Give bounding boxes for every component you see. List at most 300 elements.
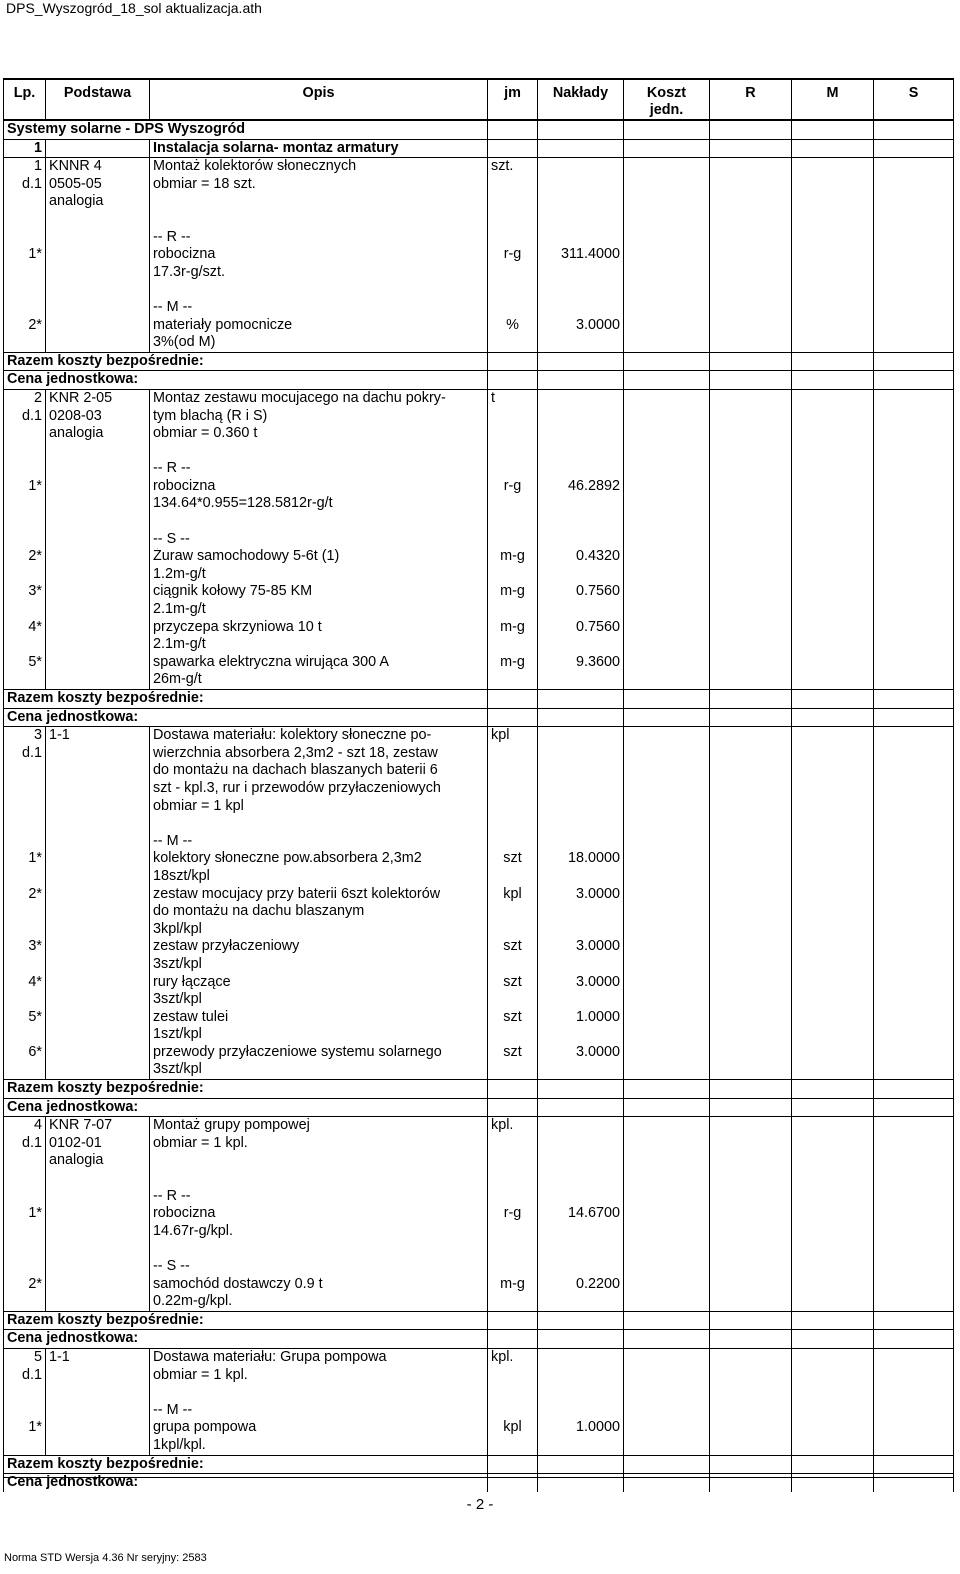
empty-cell bbox=[792, 1330, 874, 1349]
empty-cell bbox=[538, 408, 624, 426]
empty-cell bbox=[710, 956, 792, 974]
empty-cell bbox=[488, 1080, 538, 1099]
empty-cell bbox=[624, 1080, 710, 1099]
empty-cell bbox=[624, 727, 710, 745]
resource-row bbox=[4, 1419, 954, 1437]
resource-number bbox=[4, 229, 46, 247]
resource-quantity: 0.4320 bbox=[538, 548, 624, 566]
empty-cell bbox=[624, 1293, 710, 1311]
empty-cell bbox=[624, 654, 710, 672]
resource-unit: szt bbox=[488, 938, 538, 956]
empty-cell bbox=[538, 1117, 624, 1135]
resource-description: robocizna bbox=[150, 478, 488, 496]
empty-cell bbox=[624, 1061, 710, 1079]
resource-unit: r-g bbox=[488, 478, 538, 496]
resource-description: 3szt/kpl bbox=[150, 991, 488, 1009]
empty-cell bbox=[792, 903, 874, 921]
empty-cell bbox=[710, 1170, 792, 1188]
resource-quantity: 0.7560 bbox=[538, 619, 624, 637]
resource-quantity bbox=[538, 1437, 624, 1455]
empty-cell bbox=[710, 120, 792, 139]
resource-row bbox=[4, 1188, 954, 1206]
empty-cell bbox=[792, 690, 874, 709]
empty-cell bbox=[624, 1135, 710, 1153]
resource-description: 134.64*0.955=128.5812r-g/t bbox=[150, 495, 488, 513]
empty-cell bbox=[792, 956, 874, 974]
empty-cell bbox=[46, 1026, 150, 1044]
empty-cell bbox=[792, 158, 874, 176]
empty-cell bbox=[46, 1223, 150, 1241]
empty-cell bbox=[792, 619, 874, 637]
empty-cell bbox=[874, 211, 954, 229]
empty-cell bbox=[538, 120, 624, 139]
empty-cell bbox=[710, 727, 792, 745]
resource-row bbox=[4, 334, 954, 352]
empty-cell bbox=[874, 1311, 954, 1330]
resource-description: 2.1m-g/t bbox=[150, 636, 488, 654]
empty-cell bbox=[46, 850, 150, 868]
resource-unit: kpl bbox=[488, 1419, 538, 1437]
empty-cell bbox=[46, 991, 150, 1009]
resource-row bbox=[4, 850, 954, 868]
resource-number bbox=[4, 1402, 46, 1420]
resource-quantity bbox=[538, 531, 624, 549]
item-row bbox=[4, 798, 954, 816]
empty-cell bbox=[46, 548, 150, 566]
empty-cell bbox=[624, 352, 710, 371]
empty-cell bbox=[488, 1240, 538, 1258]
empty-cell bbox=[874, 1044, 954, 1062]
empty-cell bbox=[46, 264, 150, 282]
empty-cell bbox=[792, 371, 874, 390]
empty-cell bbox=[46, 1188, 150, 1206]
empty-cell bbox=[46, 1402, 150, 1420]
empty-cell bbox=[710, 1026, 792, 1044]
empty-cell bbox=[710, 671, 792, 689]
position-number bbox=[4, 762, 46, 780]
resource-row bbox=[4, 1009, 954, 1027]
empty-cell bbox=[874, 1419, 954, 1437]
estimate-title: Systemy solarne - DPS Wyszogród bbox=[4, 120, 488, 139]
empty-cell bbox=[874, 1223, 954, 1241]
empty-cell bbox=[874, 956, 954, 974]
empty-cell bbox=[624, 229, 710, 247]
resource-unit bbox=[488, 1437, 538, 1455]
resource-unit bbox=[488, 1223, 538, 1241]
empty-cell bbox=[624, 690, 710, 709]
empty-cell bbox=[488, 1384, 538, 1402]
empty-cell bbox=[46, 1384, 150, 1402]
empty-cell bbox=[792, 833, 874, 851]
empty-cell bbox=[710, 798, 792, 816]
unit: szt. bbox=[488, 158, 538, 176]
empty-cell bbox=[538, 443, 624, 461]
empty-cell bbox=[710, 815, 792, 833]
empty-cell bbox=[488, 690, 538, 709]
empty-cell bbox=[874, 566, 954, 584]
empty-cell bbox=[624, 762, 710, 780]
empty-cell bbox=[538, 1152, 624, 1170]
empty-cell bbox=[792, 654, 874, 672]
empty-cell bbox=[624, 1117, 710, 1135]
footer-note: Norma STD Wersja 4.36 Nr seryjny: 2583 bbox=[4, 1552, 207, 1564]
empty-cell bbox=[710, 1117, 792, 1135]
unit bbox=[488, 780, 538, 798]
empty-cell bbox=[538, 727, 624, 745]
page-number: - 2 - bbox=[466, 1496, 494, 1513]
empty-cell bbox=[710, 868, 792, 886]
resource-quantity bbox=[538, 671, 624, 689]
empty-cell bbox=[792, 1044, 874, 1062]
spacer-row bbox=[4, 815, 954, 833]
resource-row bbox=[4, 460, 954, 478]
spacer-row bbox=[4, 211, 954, 229]
resource-description: 3szt/kpl bbox=[150, 1061, 488, 1079]
empty-cell bbox=[792, 1240, 874, 1258]
empty-cell bbox=[874, 176, 954, 194]
empty-cell bbox=[710, 1044, 792, 1062]
spacer-row bbox=[4, 443, 954, 461]
resource-number bbox=[4, 264, 46, 282]
empty-cell bbox=[538, 193, 624, 211]
empty-cell bbox=[874, 671, 954, 689]
direct-costs-row-label: Razem koszty bezpośrednie: bbox=[4, 1311, 488, 1330]
empty-cell bbox=[624, 246, 710, 264]
resource-quantity bbox=[538, 1061, 624, 1079]
table-bottom-border bbox=[3, 1477, 953, 1478]
resource-quantity bbox=[538, 868, 624, 886]
empty-cell bbox=[710, 1135, 792, 1153]
empty-cell bbox=[710, 619, 792, 637]
resource-unit: r-g bbox=[488, 1205, 538, 1223]
empty-cell bbox=[46, 654, 150, 672]
resource-description: do montażu na dachu blaszanym bbox=[150, 903, 488, 921]
empty-cell bbox=[874, 762, 954, 780]
item-row bbox=[4, 1117, 954, 1135]
empty-cell bbox=[792, 745, 874, 763]
empty-cell bbox=[710, 1240, 792, 1258]
empty-cell bbox=[792, 408, 874, 426]
empty-cell bbox=[792, 1258, 874, 1276]
empty-cell bbox=[792, 708, 874, 727]
empty-cell bbox=[488, 120, 538, 139]
empty-cell bbox=[4, 1170, 46, 1188]
direct-costs-row-label: Razem koszty bezpośrednie: bbox=[4, 352, 488, 371]
empty-cell bbox=[538, 780, 624, 798]
unit bbox=[488, 176, 538, 194]
unit: kpl. bbox=[488, 1117, 538, 1135]
unit bbox=[488, 762, 538, 780]
empty-cell bbox=[624, 495, 710, 513]
empty-cell bbox=[792, 566, 874, 584]
empty-cell bbox=[874, 1384, 954, 1402]
empty-cell bbox=[792, 1188, 874, 1206]
empty-cell bbox=[624, 139, 710, 158]
empty-cell bbox=[792, 139, 874, 158]
resource-row bbox=[4, 1437, 954, 1455]
empty-cell bbox=[624, 1170, 710, 1188]
resource-number: 1* bbox=[4, 478, 46, 496]
empty-cell bbox=[874, 425, 954, 443]
empty-cell bbox=[624, 334, 710, 352]
empty-cell bbox=[792, 211, 874, 229]
empty-cell bbox=[710, 495, 792, 513]
resource-number bbox=[4, 903, 46, 921]
empty-cell bbox=[792, 727, 874, 745]
position-number: 3 bbox=[4, 727, 46, 745]
empty-cell bbox=[874, 443, 954, 461]
empty-cell bbox=[792, 193, 874, 211]
empty-cell bbox=[874, 1080, 954, 1099]
empty-cell bbox=[538, 281, 624, 299]
section-label: Instalacja solarna- montaz armatury bbox=[150, 139, 488, 158]
empty-cell bbox=[792, 1402, 874, 1420]
empty-cell bbox=[792, 1080, 874, 1099]
empty-cell bbox=[538, 211, 624, 229]
position-number: d.1 bbox=[4, 408, 46, 426]
title-row bbox=[4, 120, 954, 139]
resource-unit bbox=[488, 460, 538, 478]
resource-quantity: 3.0000 bbox=[538, 1044, 624, 1062]
direct-costs-row-label: Razem koszty bezpośrednie: bbox=[4, 1455, 488, 1474]
resource-description: 3szt/kpl bbox=[150, 956, 488, 974]
empty-cell bbox=[792, 1276, 874, 1294]
empty-cell bbox=[624, 868, 710, 886]
empty-cell bbox=[624, 815, 710, 833]
resource-number bbox=[4, 1293, 46, 1311]
resource-quantity: 9.3600 bbox=[538, 654, 624, 672]
empty-cell bbox=[874, 745, 954, 763]
empty-cell bbox=[624, 1330, 710, 1349]
resource-row bbox=[4, 938, 954, 956]
empty-cell bbox=[792, 1170, 874, 1188]
unit-price-row bbox=[4, 371, 954, 390]
empty-cell bbox=[874, 921, 954, 939]
empty-cell bbox=[710, 1384, 792, 1402]
direct-costs-row bbox=[4, 1311, 954, 1330]
resource-row bbox=[4, 868, 954, 886]
position-number: d.1 bbox=[4, 1135, 46, 1153]
empty-cell bbox=[150, 1170, 488, 1188]
empty-cell bbox=[624, 1098, 710, 1117]
empty-cell bbox=[792, 1135, 874, 1153]
empty-cell bbox=[624, 619, 710, 637]
empty-cell bbox=[46, 815, 150, 833]
empty-cell bbox=[874, 601, 954, 619]
position-number: d.1 bbox=[4, 745, 46, 763]
basis: analogia bbox=[46, 1152, 150, 1170]
direct-costs-row bbox=[4, 1455, 954, 1474]
empty-cell bbox=[874, 690, 954, 709]
empty-cell bbox=[874, 886, 954, 904]
empty-cell bbox=[710, 229, 792, 247]
resource-number bbox=[4, 1026, 46, 1044]
empty-cell bbox=[710, 1330, 792, 1349]
empty-cell bbox=[624, 974, 710, 992]
header-jm: jm bbox=[488, 79, 538, 120]
basis bbox=[46, 745, 150, 763]
empty-cell bbox=[624, 1384, 710, 1402]
resource-description: grupa pompowa bbox=[150, 1419, 488, 1437]
resource-description: 0.22m-g/kpl. bbox=[150, 1293, 488, 1311]
empty-cell bbox=[150, 1384, 488, 1402]
resource-description: -- M -- bbox=[150, 299, 488, 317]
resource-unit: szt bbox=[488, 850, 538, 868]
empty-cell bbox=[792, 548, 874, 566]
empty-cell bbox=[710, 264, 792, 282]
resource-row bbox=[4, 1223, 954, 1241]
empty-cell bbox=[792, 334, 874, 352]
resource-quantity bbox=[538, 264, 624, 282]
empty-cell bbox=[874, 1117, 954, 1135]
resource-description: zestaw tulei bbox=[150, 1009, 488, 1027]
empty-cell bbox=[792, 850, 874, 868]
empty-cell bbox=[710, 281, 792, 299]
empty-cell bbox=[792, 798, 874, 816]
section-row bbox=[4, 139, 954, 158]
empty-cell bbox=[710, 780, 792, 798]
resource-description: ciągnik kołowy 75-85 KM bbox=[150, 583, 488, 601]
empty-cell bbox=[4, 513, 46, 531]
unit bbox=[488, 1135, 538, 1153]
resource-row bbox=[4, 566, 954, 584]
empty-cell bbox=[874, 299, 954, 317]
empty-cell bbox=[46, 281, 150, 299]
resource-description: 1.2m-g/t bbox=[150, 566, 488, 584]
empty-cell bbox=[710, 1455, 792, 1474]
resource-unit bbox=[488, 1258, 538, 1276]
header-opis: Opis bbox=[150, 79, 488, 120]
header-lp: Lp. bbox=[4, 79, 46, 120]
empty-cell bbox=[46, 636, 150, 654]
description: Dostawa materiału: kolektory słoneczne po- bbox=[150, 727, 488, 745]
description: Montaż kolektorów słonecznych bbox=[150, 158, 488, 176]
empty-cell bbox=[792, 1098, 874, 1117]
resource-unit bbox=[488, 671, 538, 689]
empty-cell bbox=[710, 1223, 792, 1241]
empty-cell bbox=[874, 1061, 954, 1079]
empty-cell bbox=[538, 1367, 624, 1385]
resource-row bbox=[4, 903, 954, 921]
empty-cell bbox=[624, 1348, 710, 1366]
resource-number: 4* bbox=[4, 619, 46, 637]
empty-cell bbox=[874, 833, 954, 851]
resource-number bbox=[4, 636, 46, 654]
empty-cell bbox=[624, 1276, 710, 1294]
resource-row bbox=[4, 991, 954, 1009]
empty-cell bbox=[46, 478, 150, 496]
resource-number bbox=[4, 334, 46, 352]
resource-unit: % bbox=[488, 317, 538, 335]
resource-number: 6* bbox=[4, 1044, 46, 1062]
empty-cell bbox=[874, 1455, 954, 1474]
empty-cell bbox=[874, 938, 954, 956]
empty-cell bbox=[538, 513, 624, 531]
empty-cell bbox=[538, 1170, 624, 1188]
empty-cell bbox=[874, 619, 954, 637]
empty-cell bbox=[488, 1455, 538, 1474]
resource-number bbox=[4, 531, 46, 549]
resource-description: -- R -- bbox=[150, 229, 488, 247]
resource-unit: m-g bbox=[488, 548, 538, 566]
empty-cell bbox=[874, 815, 954, 833]
empty-cell bbox=[792, 1348, 874, 1366]
empty-cell bbox=[874, 583, 954, 601]
empty-cell bbox=[46, 513, 150, 531]
position-number bbox=[4, 798, 46, 816]
empty-cell bbox=[624, 903, 710, 921]
empty-cell bbox=[792, 601, 874, 619]
resource-unit bbox=[488, 495, 538, 513]
empty-cell bbox=[710, 636, 792, 654]
empty-cell bbox=[624, 601, 710, 619]
empty-cell bbox=[624, 1026, 710, 1044]
resource-description: 18szt/kpl bbox=[150, 868, 488, 886]
empty-cell bbox=[874, 1402, 954, 1420]
empty-cell bbox=[46, 460, 150, 478]
empty-cell bbox=[624, 120, 710, 139]
empty-cell bbox=[624, 636, 710, 654]
resource-quantity bbox=[538, 1026, 624, 1044]
resource-number: 3* bbox=[4, 938, 46, 956]
resource-description: -- M -- bbox=[150, 1402, 488, 1420]
empty-cell bbox=[46, 833, 150, 851]
position-number: d.1 bbox=[4, 176, 46, 194]
section-number: 1 bbox=[4, 139, 46, 158]
empty-cell bbox=[792, 1367, 874, 1385]
resource-quantity: 3.0000 bbox=[538, 974, 624, 992]
header-podstawa: Podstawa bbox=[46, 79, 150, 120]
empty-cell bbox=[710, 1061, 792, 1079]
description: Dostawa materiału: Grupa pompowa bbox=[150, 1348, 488, 1366]
unit-price-row bbox=[4, 1330, 954, 1349]
empty-cell bbox=[874, 139, 954, 158]
resource-unit bbox=[488, 868, 538, 886]
empty-cell bbox=[710, 1098, 792, 1117]
position-number bbox=[4, 193, 46, 211]
resource-description: -- S -- bbox=[150, 531, 488, 549]
empty-cell bbox=[710, 690, 792, 709]
empty-cell bbox=[150, 281, 488, 299]
resource-quantity bbox=[538, 903, 624, 921]
position-number bbox=[4, 780, 46, 798]
resource-quantity bbox=[538, 495, 624, 513]
resource-number bbox=[4, 566, 46, 584]
empty-cell bbox=[150, 815, 488, 833]
empty-cell bbox=[624, 264, 710, 282]
resource-unit: szt bbox=[488, 1009, 538, 1027]
empty-cell bbox=[710, 1293, 792, 1311]
resource-number bbox=[4, 833, 46, 851]
spacer-row bbox=[4, 1384, 954, 1402]
resource-number: 2* bbox=[4, 317, 46, 335]
empty-cell bbox=[488, 443, 538, 461]
resource-quantity bbox=[538, 1258, 624, 1276]
empty-cell bbox=[624, 211, 710, 229]
resource-number: 1* bbox=[4, 1419, 46, 1437]
empty-cell bbox=[710, 443, 792, 461]
resource-description: spawarka elektryczna wirująca 300 A bbox=[150, 654, 488, 672]
resource-number bbox=[4, 1437, 46, 1455]
empty-cell bbox=[538, 425, 624, 443]
basis: analogia bbox=[46, 425, 150, 443]
empty-cell bbox=[538, 1311, 624, 1330]
unit bbox=[488, 1152, 538, 1170]
description: obmiar = 1 kpl bbox=[150, 798, 488, 816]
empty-cell bbox=[46, 317, 150, 335]
empty-cell bbox=[46, 211, 150, 229]
resource-description: materiały pomocnicze bbox=[150, 317, 488, 335]
